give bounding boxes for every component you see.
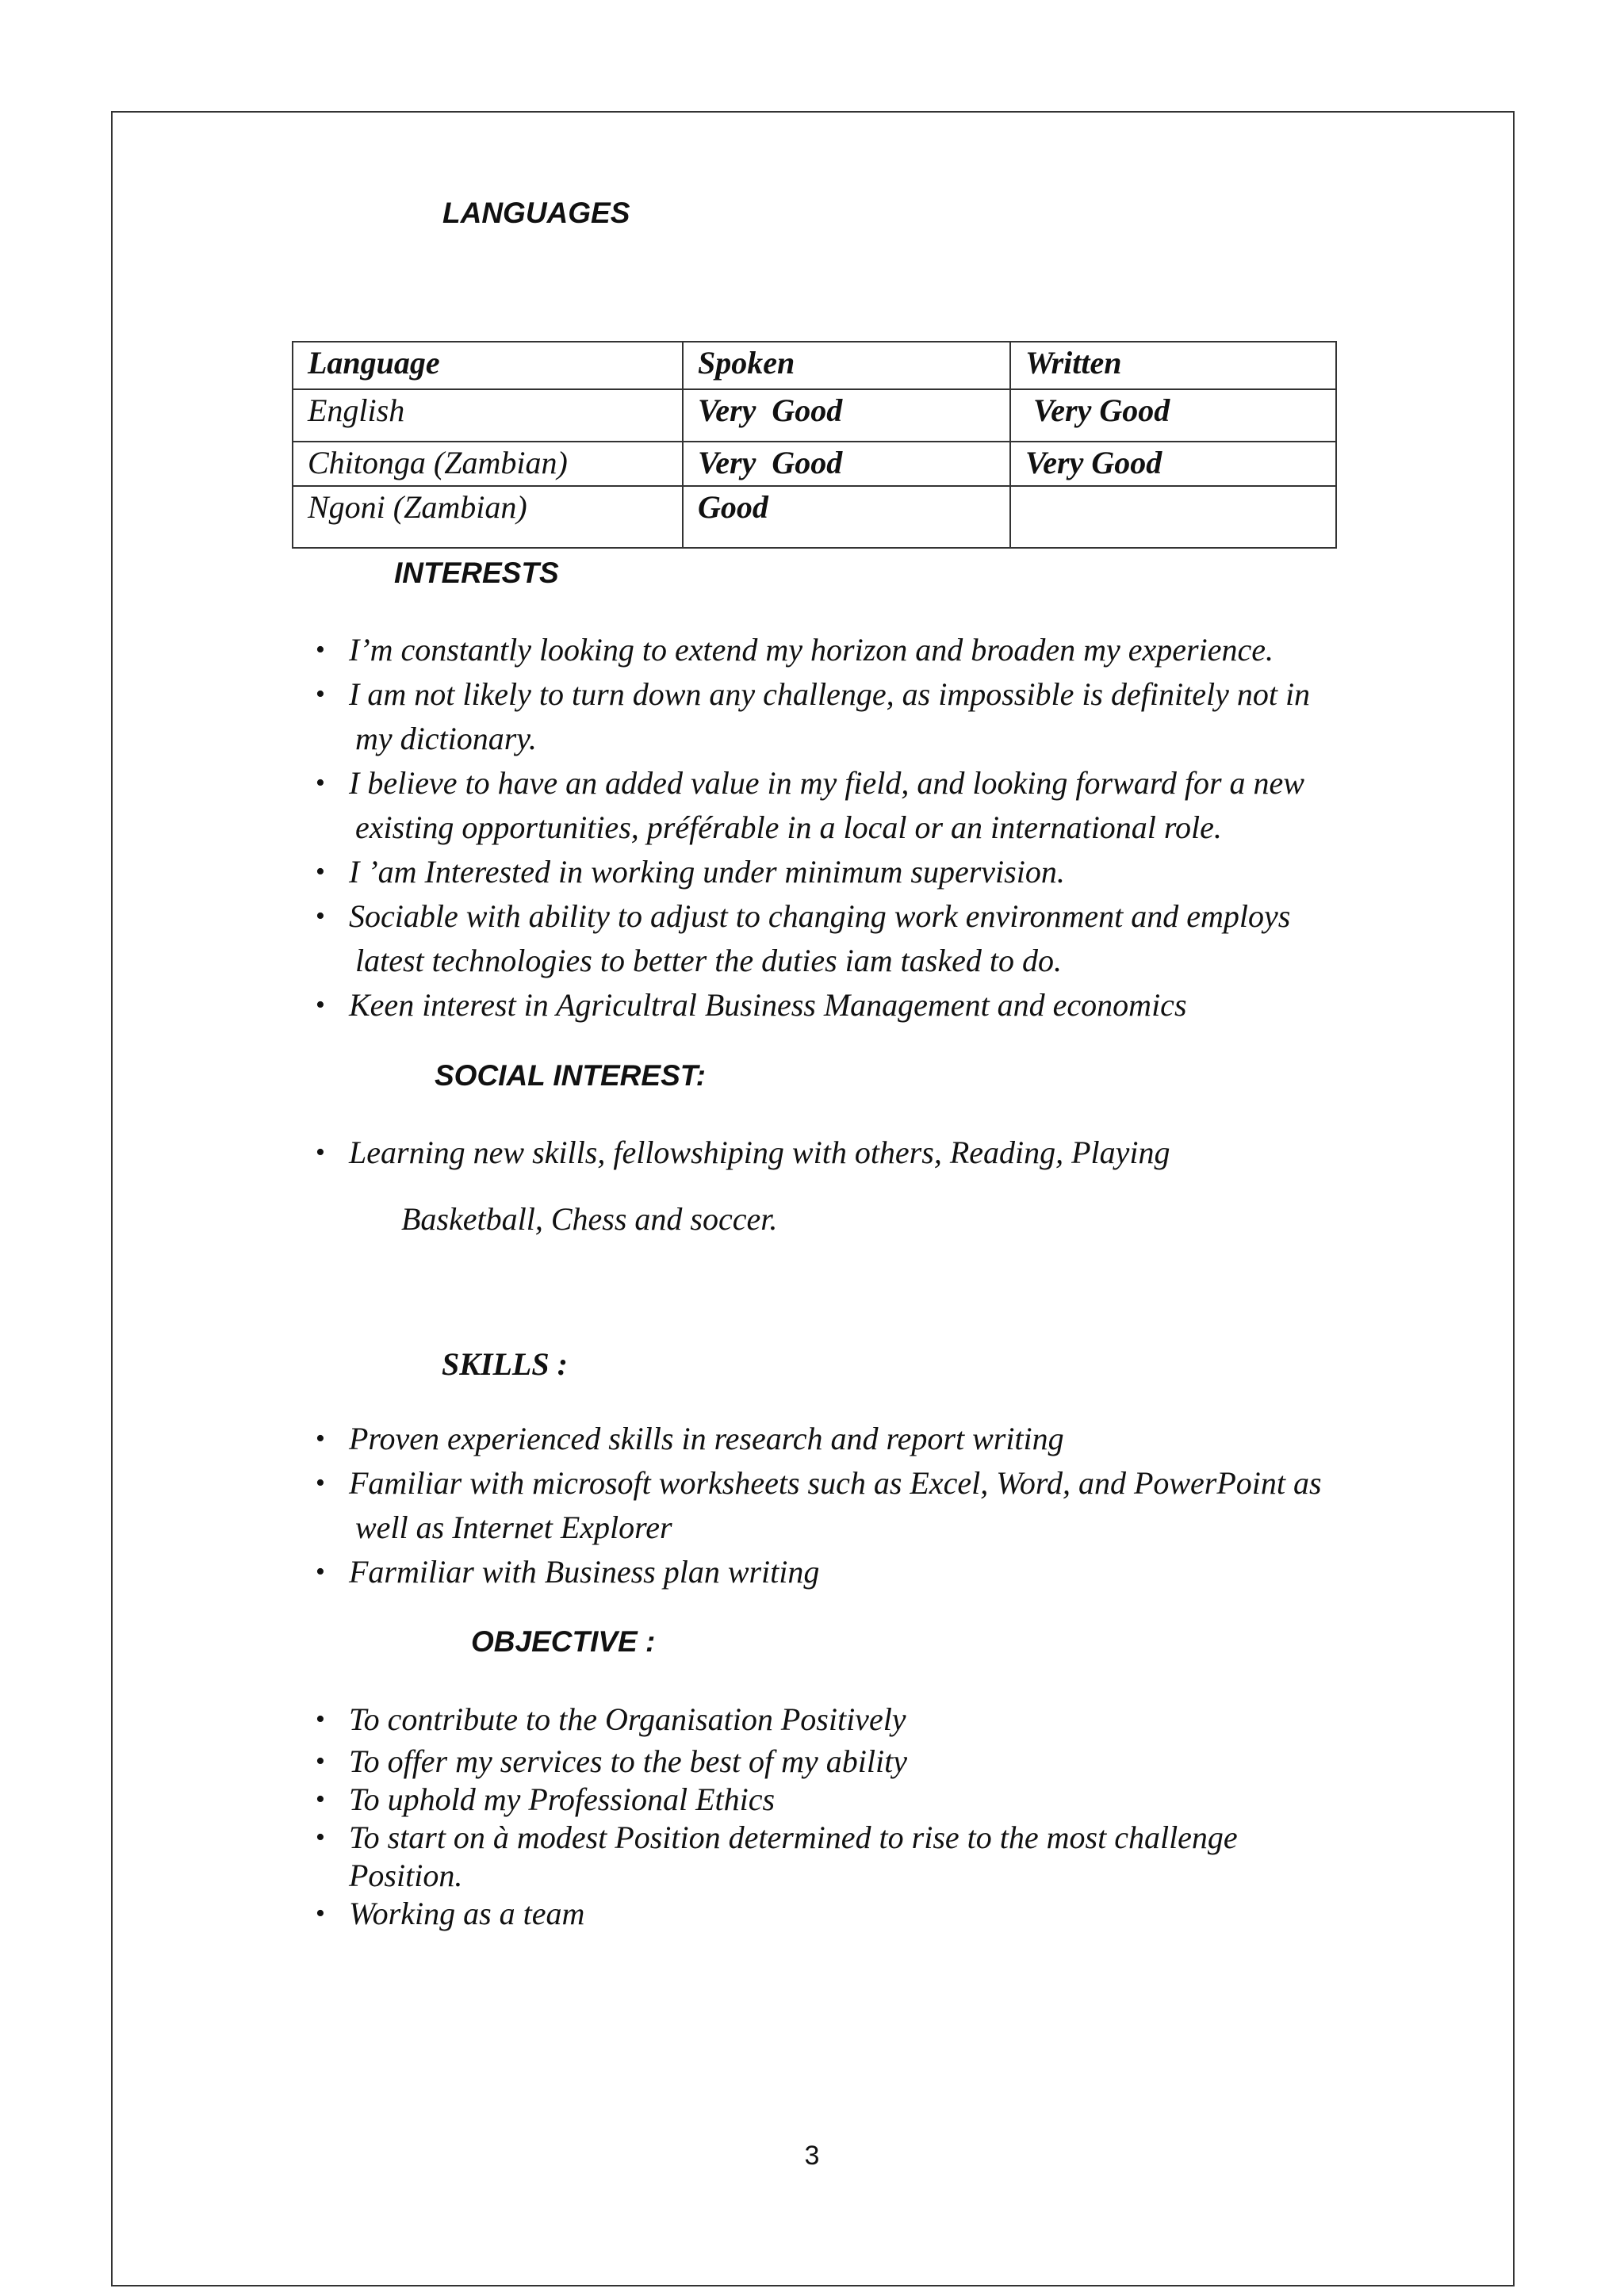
skills-list: [316, 1417, 1322, 1594]
cell-spoken: Very Good: [683, 442, 1010, 486]
bullet-icon: •: [316, 768, 325, 798]
cell-language: Chitonga (Zambian): [293, 442, 683, 486]
list-item: • Proven experienced skills in research and report writing: [349, 1417, 1322, 1461]
list-item: • To offer my services to the best of my ability: [316, 1743, 907, 1779]
page-number: 3: [804, 2141, 820, 2171]
list-item: • To start on à modest Position determined to rise to the most challenge Position.: [316, 1820, 1238, 1893]
list-item: • I believe to have an added value in my field, and looking forward for a new existing opportunities, préférable in a local or an international role.: [349, 761, 1310, 850]
bullet-icon: •: [316, 1424, 325, 1453]
languages-table: [292, 341, 1337, 549]
table-row: [293, 442, 1336, 486]
list-item: • I ’am Interested in working under minimum supervision.: [349, 850, 1310, 894]
cell-written: [1010, 486, 1336, 548]
bullet-icon: •: [316, 1747, 325, 1776]
table-row: [293, 486, 1336, 548]
bullet-icon: •: [316, 990, 325, 1020]
social-interest-list: [316, 1131, 1170, 1175]
bullet-icon: •: [316, 1557, 325, 1586]
bullet-icon: •: [316, 635, 325, 664]
list-item: • To contribute to the Organisation Positively: [349, 1697, 1348, 1743]
interests-heading: INTERESTS: [394, 557, 559, 589]
header-spoken: Spoken: [683, 342, 1010, 389]
bullet-icon: •: [316, 1899, 325, 1928]
list-item: • Working as a team: [316, 1896, 585, 1931]
bullet-icon: •: [316, 1138, 325, 1167]
list-item: • Keen interest in Agricultral Business Management and economics: [349, 983, 1310, 1027]
bullet-icon: •: [316, 1468, 325, 1498]
list-item: • Sociable with ability to adjust to changing work environment and employs latest technologies to better the duties iam tasked to do.: [349, 894, 1310, 983]
bullet-icon: •: [316, 857, 325, 886]
objective-heading: OBJECTIVE :: [471, 1625, 656, 1658]
header-language: Language: [293, 342, 683, 389]
list-item: • I’m constantly looking to extend my horizon and broaden my experience.: [349, 628, 1310, 672]
cell-language: Ngoni (Zambian): [293, 486, 683, 548]
list-item: • I am not likely to turn down any challenge, as impossible is definitely not in my dictionary.: [349, 672, 1310, 761]
table-row: [293, 389, 1336, 442]
social-interest-heading: SOCIAL INTEREST:: [435, 1059, 706, 1092]
cell-language: English: [293, 389, 683, 442]
bullet-icon: •: [316, 1705, 325, 1734]
bullet-icon: •: [316, 1785, 325, 1814]
list-item: • Farmiliar with Business plan writing: [349, 1550, 1322, 1594]
bullet-icon: •: [316, 1823, 325, 1852]
languages-heading: LANGUAGES: [442, 197, 630, 229]
list-item: • Learning new skills, fellowshiping with others, Reading, Playing: [349, 1131, 1170, 1175]
table-header-row: [293, 342, 1336, 389]
social-interest-continued: Basketball, Chess and soccer.: [401, 1201, 778, 1237]
cell-written: Very Good: [1010, 389, 1336, 442]
skills-heading: SKILLS :: [442, 1346, 568, 1382]
cell-written: Very Good: [1010, 442, 1336, 486]
list-item: • Familiar with microsoft worksheets such as Excel, Word, and PowerPoint as well as Internet Explorer: [349, 1461, 1322, 1550]
cell-spoken: Good: [683, 486, 1010, 548]
cell-spoken: Very Good: [683, 389, 1010, 442]
header-written: Written: [1010, 342, 1336, 389]
objectives-list: [316, 1697, 1348, 1933]
bullet-icon: •: [316, 901, 325, 931]
bullet-icon: •: [316, 679, 325, 709]
list-item: • To uphold my Professional Ethics: [316, 1781, 776, 1817]
interests-list: [316, 628, 1311, 1027]
